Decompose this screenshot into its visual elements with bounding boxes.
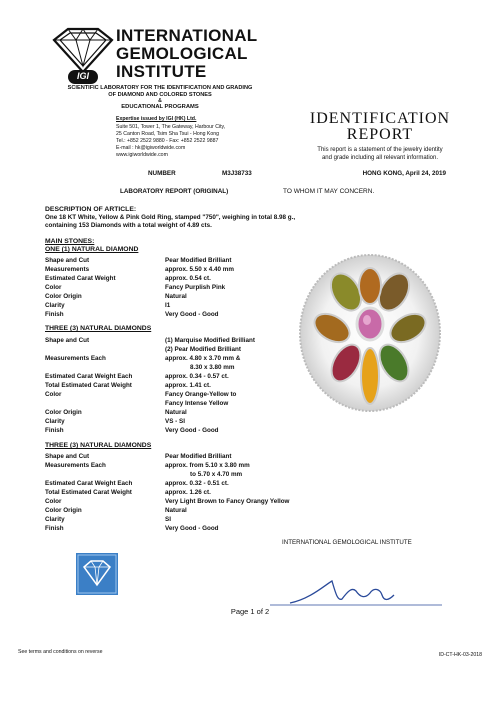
section2-meas-label: Measurements Each bbox=[45, 355, 106, 362]
section2-shape-value-1: (1) Marquise Modified Brilliant bbox=[165, 337, 255, 344]
signature-institute: INTERNATIONAL GEMOLOGICAL INSTITUTE bbox=[282, 539, 412, 546]
lab-report-label: LABORATORY REPORT (ORIGINAL) bbox=[120, 188, 229, 195]
institute-name-line-3: INSTITUTE bbox=[116, 62, 207, 81]
section3-origin-value: Natural bbox=[165, 507, 187, 514]
section2-shape-label: Shape and Cut bbox=[45, 337, 90, 344]
section2-meas-value-2: 8.30 x 3.80 mm bbox=[190, 364, 235, 371]
section1-row-label: Finish bbox=[45, 311, 64, 318]
form-code: ID-CT-HK-03-2018 bbox=[438, 652, 482, 658]
section3-tcw-label: Total Estimated Carat Weight bbox=[45, 489, 132, 496]
section2-shape-value-2: (2) Pear Modified Brilliant bbox=[165, 346, 241, 353]
institute-name-line-2: GEMOLOGICAL bbox=[116, 44, 248, 63]
description-heading: DESCRIPTION OF ARTICLE: bbox=[45, 206, 137, 213]
description-line-2: containing 153 Diamonds with a total weight of 4.89 cts. bbox=[45, 222, 212, 229]
report-subtitle-line-1: This report is a statement of the jewelry identity bbox=[317, 147, 443, 153]
section2-ecw-label: Estimated Carat Weight Each bbox=[45, 373, 133, 380]
section3-meas-label: Measurements Each bbox=[45, 462, 106, 469]
section1-row-value: Pear Modified Brilliant bbox=[165, 257, 232, 264]
terms-note: See terms and conditions on reverse bbox=[18, 649, 103, 655]
section3-meas-value-1: approx. from 5.10 x 3.80 mm bbox=[165, 462, 250, 469]
section3-clarity-value: SI bbox=[165, 516, 171, 523]
section2-finish-label: Finish bbox=[45, 427, 64, 434]
section2-color-label: Color bbox=[45, 391, 62, 398]
section3-color-label: Color bbox=[45, 498, 62, 505]
address-line-5: www.igiworldwide.com bbox=[116, 152, 168, 158]
section3-color-value: Very Light Brown to Fancy Orangy Yellow bbox=[165, 498, 290, 505]
number-label: NUMBER bbox=[148, 170, 176, 177]
report-title-line-1: IDENTIFICATION bbox=[309, 110, 451, 127]
tagline-line-1: SCIENTIFIC LABORATORY FOR THE IDENTIFICATION AND GRADING bbox=[67, 85, 253, 91]
section1-row-label: Clarity bbox=[45, 302, 65, 309]
address-line-4: E-mail : hk@igiworldwide.com bbox=[116, 145, 186, 151]
section1-row-label: Color Origin bbox=[45, 293, 82, 300]
section2-tcw-label: Total Estimated Carat Weight bbox=[45, 382, 132, 389]
ring-photo bbox=[290, 248, 450, 423]
section2-clarity-label: Clarity bbox=[45, 418, 65, 425]
section1-row-label: Measurements bbox=[45, 266, 90, 273]
section1-row-label: Estimated Carat Weight bbox=[45, 275, 116, 282]
section1-row-label: Color bbox=[45, 284, 62, 291]
section2-meas-value-1: approx. 4.80 x 3.70 mm & bbox=[165, 355, 241, 362]
section2-origin-label: Color Origin bbox=[45, 409, 82, 416]
address-line-3: Tel.: +852 2522 9880 - Fax: +852 2522 9887 bbox=[116, 138, 219, 144]
report-title-line-2: REPORT bbox=[346, 126, 414, 143]
tagline-line-2: OF DIAMOND AND COLORED STONES bbox=[108, 92, 212, 98]
section3-shape-value: Pear Modified Brilliant bbox=[165, 453, 232, 460]
section2-color-value-1: Fancy Orange-Yellow to bbox=[165, 391, 237, 398]
section1-row-value: I1 bbox=[165, 302, 171, 309]
section1-row-value: approx. 0.54 ct. bbox=[165, 275, 211, 282]
tagline-line-4: EDUCATIONAL PROGRAMS bbox=[121, 104, 199, 110]
section2-origin-value: Natural bbox=[165, 409, 187, 416]
tagline-line-3: & bbox=[158, 98, 162, 104]
section2-color-value-2: Fancy Intense Yellow bbox=[165, 400, 229, 407]
section2-tcw-value: approx. 1.41 ct. bbox=[165, 382, 211, 389]
logo-badge-text: IGI bbox=[76, 71, 89, 81]
page-indicator: Page 1 of 2 bbox=[230, 607, 270, 616]
number-value: M3J38733 bbox=[222, 170, 252, 177]
section1-row-value: Natural bbox=[165, 293, 187, 300]
section1-row-value: Very Good - Good bbox=[165, 311, 219, 318]
section3-ecw-value: approx. 0.32 - 0.51 ct. bbox=[165, 480, 229, 487]
section3-shape-label: Shape and Cut bbox=[45, 453, 90, 460]
section3-finish-label: Finish bbox=[45, 525, 64, 532]
expertise-title: Expertise issued by IGI (HK) Ltd. bbox=[116, 116, 197, 122]
address-line-1: Suite 501, Tower 1, The Gateway, Harbour City, bbox=[116, 124, 226, 130]
section2-heading: THREE (3) NATURAL DIAMONDS bbox=[45, 325, 152, 332]
section3-meas-value-2: to 5.70 x 4.70 mm bbox=[190, 471, 243, 478]
section1-row-value: Fancy Purplish Pink bbox=[165, 284, 226, 291]
section2-finish-value: Very Good - Good bbox=[165, 427, 219, 434]
section1-row-label: Shape and Cut bbox=[45, 257, 90, 264]
address-line-2: 25 Canton Road, Tsim Sha Tsui - Hong Kong bbox=[116, 131, 220, 137]
section1-heading: ONE (1) NATURAL DIAMOND bbox=[45, 246, 139, 253]
description-line-1: One 18 KT White, Yellow & Pink Gold Ring, stamped "750", weighing in total 8.98 g., bbox=[45, 214, 296, 221]
section3-heading: THREE (3) NATURAL DIAMONDS bbox=[45, 442, 152, 449]
to-whom: TO WHOM IT MAY CONCERN. bbox=[283, 188, 375, 195]
section3-ecw-label: Estimated Carat Weight Each bbox=[45, 480, 133, 487]
section3-origin-label: Color Origin bbox=[45, 507, 82, 514]
section3-finish-value: Very Good - Good bbox=[165, 525, 219, 532]
place-date: HONG KONG, April 24, 2019 bbox=[362, 170, 446, 177]
section1-row-value: approx. 5.50 x 4.40 mm bbox=[165, 266, 234, 273]
section3-tcw-value: approx. 1.26 ct. bbox=[165, 489, 211, 496]
report-subtitle-line-2: and grade including all relevant information. bbox=[321, 155, 439, 161]
section2-clarity-value: VS - SI bbox=[165, 418, 185, 425]
section2-ecw-value: approx. 0.34 - 0.57 ct. bbox=[165, 373, 229, 380]
section3-clarity-label: Clarity bbox=[45, 516, 65, 523]
institute-name-line-1: INTERNATIONAL bbox=[116, 26, 258, 45]
main-stones-heading: MAIN STONES: bbox=[45, 238, 95, 245]
hologram-seal-icon bbox=[76, 553, 118, 595]
